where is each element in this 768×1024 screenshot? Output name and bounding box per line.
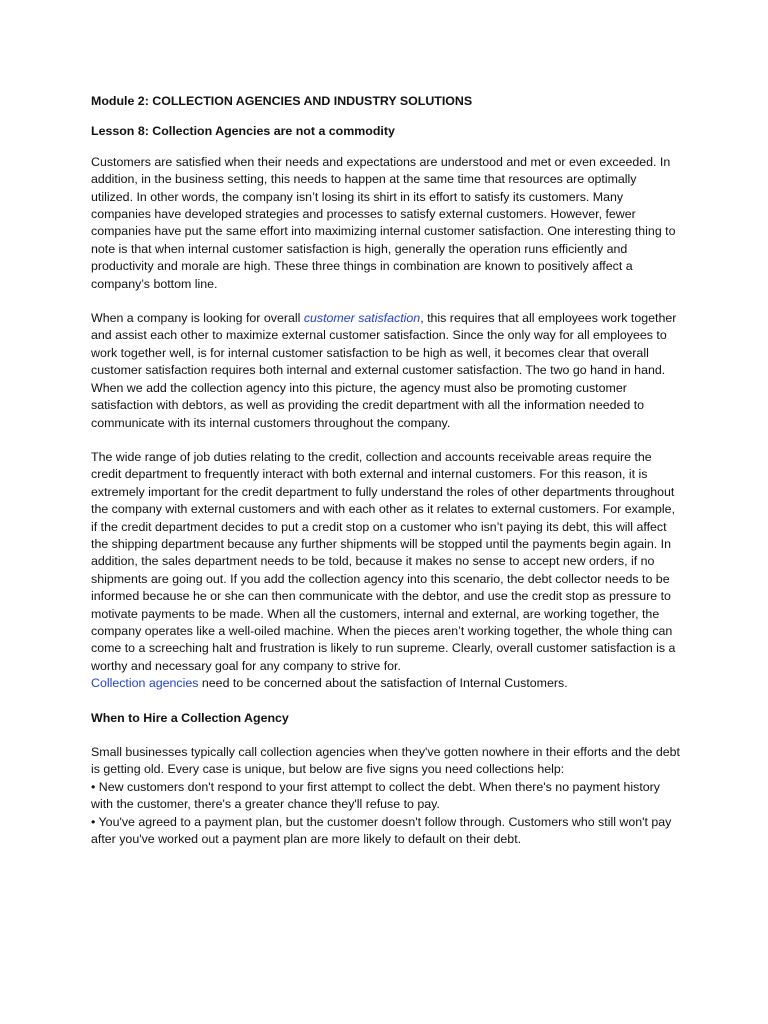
module-title: Module 2: COLLECTION AGENCIES AND INDUSTRY SOLUTIONS (91, 94, 473, 108)
customer-satisfaction-link[interactable]: customer satisfaction (303, 311, 421, 326)
section-heading: When to Hire a Collection Agency (91, 710, 289, 725)
paragraph-credit-department: The wide range of job duties relating to the credit, collection and accounts receivable areas require the credit department to frequently interact with both external and internal customers. For this reason, it is extremely important for the credit department to fully understand the roles of other departments throughout the company with external customers and with each other as it relates to external customers. For example, if the credit department decides to put a credit stop on a customer who isn’t paying its debt, this will affect the shipping department because any further shipments will be stopped until the payments begin again. In addition, the sales department needs to be told, because it makes no sense to accept new orders, if no shipments are going out. If you add the collection agency into this scenario, the debt collector needs to be informed because he or she can then communicate with the debtor, and use the credit stop as pressure to motivate payments to be made. When all the customers, internal and external, are working together, the company operates like a well-oiled machine. When the pieces aren’t working together, the whole thing can come to a screeching halt and frustration is likely to run supreme. Clearly, overall customer satisfaction is a worthy and necessary goal for any company to strive for. (91, 449, 676, 673)
paragraph-text-after-link: need to be concerned about the satisfaction of Internal Customers. (198, 676, 568, 691)
paragraph-when-to-hire: Small businesses typically call collection agencies when they've gotten nowhere in their efforts and the debt is getting old. Every case is unique, but below are five signs you need collections help: (91, 745, 680, 777)
bullet-item-payment-plan: • You've agreed to a payment plan, but the customer doesn't follow through. Customers who still won't pay after you've worked out a payment plan are more likely to default on their debt. (91, 814, 672, 847)
paragraph-overall-satisfaction (91, 310, 681, 432)
bullet-item-new-customers: • New customers don't respond to your first attempt to collect the debt. When there's no payment history with the customer, there's a greater chance they'll refuse to pay. (91, 779, 660, 812)
document-page (91, 93, 681, 848)
collection-agencies-link[interactable]: Collection agencies (91, 676, 199, 691)
paragraph-text-before-link: When a company is looking for overall (91, 311, 304, 326)
paragraph-customer-satisfaction: Customers are satisfied when their needs and expectations are understood and met or even exceeded. In addition, in the business setting, this needs to happen at the same time that resources are optimally utilized. In other words, the company isn’t losing its shirt in its effort to satisfy its customers. Many companies have developed strategies and processes to satisfy external customers. However, fewer companies have put the same effort into maximizing internal customer satisfaction. One interesting thing to note is that when internal customer satisfaction is high, generally the operation runs efficiently and productivity and morale are high. These three things in combination are known to positively affect a company’s bottom line. (91, 154, 676, 291)
paragraph-text-after-link: , this requires that all employees work together and assist each other to maximize external customer satisfaction. Since the only way for all employees to work together well, is for internal customer satisfaction to be high as well, it becomes clear that overall customer satisfaction requires both internal and external customer satisfaction. The two go hand in hand. When we add the collection agency into this picture, the agency must also be promoting customer satisfaction with debtors, as well as providing the credit department with all the information needed to communicate with its internal customers throughout the company. (91, 311, 677, 430)
lesson-title: Lesson 8: Collection Agencies are not a commodity (91, 124, 395, 139)
paragraph-collection-agencies (91, 675, 681, 692)
